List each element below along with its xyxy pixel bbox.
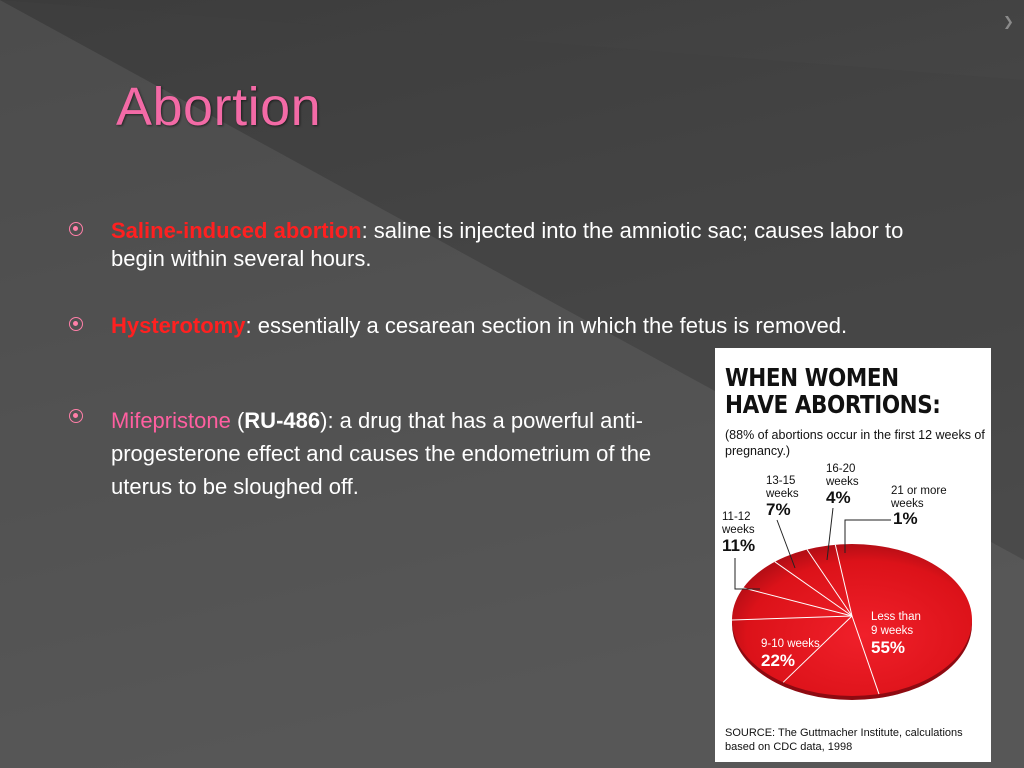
slice-label-line2: weeks — [891, 498, 924, 510]
slice-label-line1: 16-20 — [826, 463, 856, 475]
slice-label-line1: 21 or more — [891, 485, 947, 497]
slice-pct-label: 11% — [722, 536, 756, 555]
pie-body — [732, 544, 972, 700]
figure-title-line2: HAVE ABORTIONS: — [725, 390, 941, 419]
bullet-hysterotomy — [111, 312, 931, 340]
slice-label-line1: 11-12 — [722, 511, 751, 523]
abortion-timing-figure — [715, 348, 991, 762]
bullet-term: Hysterotomy — [111, 313, 246, 338]
bullet-abbreviation: RU-486 — [244, 408, 321, 433]
bullet-text: : essentially a cesarean section in which the fetus is removed. — [245, 313, 848, 338]
slide-title: Abortion — [116, 77, 322, 137]
figure-source: SOURCE: The Guttmacher Institute, calculations based on CDC data, 1998 — [725, 727, 963, 753]
slice-pct-label: 55% — [871, 638, 906, 657]
pie-chart — [715, 348, 991, 762]
slice-label-line2: weeks — [766, 488, 799, 500]
figure-title-line1: WHEN WOMEN — [725, 363, 899, 392]
slice-label-line1: Less than — [871, 611, 921, 623]
slice-pct-label: 22% — [761, 651, 796, 670]
bullet-marker-icon — [69, 317, 83, 331]
bullet-mifepristone — [111, 404, 701, 503]
bullet-paren-open: ( — [230, 408, 245, 433]
slice-label-11-12-weeks — [721, 511, 755, 555]
slice-pct-label: 4% — [826, 488, 851, 507]
bullet-marker-icon — [69, 222, 83, 236]
bullet-term: Saline-induced abortion — [111, 218, 362, 243]
bullet-saline — [111, 217, 931, 273]
slice-label-line1: 9-10 weeks — [761, 638, 820, 650]
slice-pct-label: 7% — [766, 500, 791, 519]
figure-subtitle: (88% of abortions occur in the first 12 weeks of pregnancy.) — [725, 428, 985, 458]
next-arrow-icon[interactable]: ❯ — [1003, 15, 1014, 30]
slice-label-line1: 13-15 — [766, 475, 796, 487]
slice-pct-label: 1% — [893, 509, 918, 528]
bullet-marker-icon — [69, 409, 83, 423]
pie-top — [732, 544, 972, 696]
slice-label-16-20-weeks — [825, 463, 859, 507]
bullet-term: Mifepristone — [111, 408, 231, 433]
slice-label-line2: weeks — [826, 476, 859, 488]
slice-label-line2: weeks — [722, 524, 755, 536]
slice-label-13-15-weeks — [765, 475, 799, 519]
slice-label-21-or-more-weeks — [890, 485, 947, 528]
bullet-paren-close: ) — [320, 408, 328, 433]
slice-label-line2: 9 weeks — [871, 625, 914, 637]
bullet-text: : a drug that has a powerful anti-progesterone effect and causes the endometrium of the uterus to be sloughed off. — [111, 408, 652, 499]
bullet-text: : saline is injected into the amniotic sac; causes labor to begin within several hours. — [111, 218, 904, 271]
